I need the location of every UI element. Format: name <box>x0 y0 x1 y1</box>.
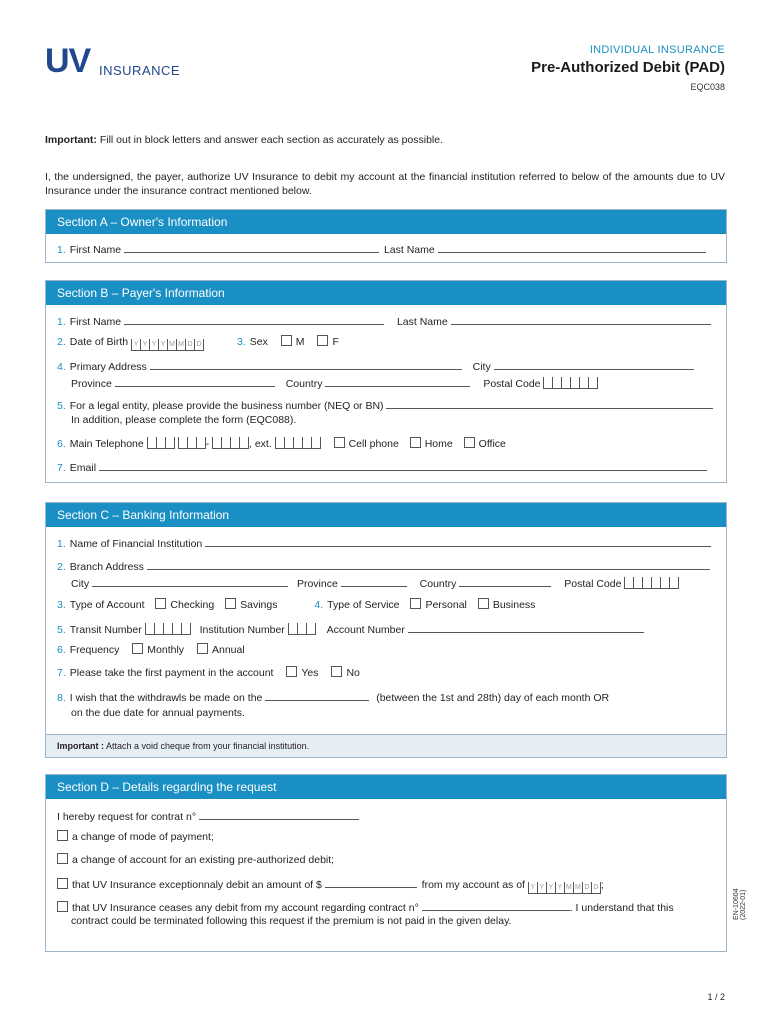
checking-checkbox[interactable] <box>155 598 166 609</box>
section-b: Section B – Payer's Information 1. First Name Last Name 2. Date of Birth Y Y Y Y M M D D 3. Sex M F 4. Primary Address City Province Country Postal Code 5. For a legal entity, please provide the business number (NEQ or BN) In addition, please complete the form (EQC088). 6. Main Telephone - , ext. Cell phone Home Office 7. Email <box>45 280 727 483</box>
branch-postal-code-field[interactable] <box>624 577 679 589</box>
form-code: EQC038 <box>690 82 725 92</box>
cease-contract-number-field[interactable] <box>422 899 570 911</box>
payer-last-name-field[interactable] <box>451 313 711 325</box>
withdrawal-note: on the due date for annual payments. <box>71 707 245 719</box>
section-a <box>45 209 727 263</box>
payer-address-field[interactable] <box>150 358 462 370</box>
personal-checkbox[interactable] <box>410 598 421 609</box>
exceptional-debit-checkbox[interactable] <box>57 878 68 889</box>
payer-email-field[interactable] <box>99 459 707 471</box>
authorization-text: I, the undersigned, the payer, authorize UV Insurance to debit my account at the financial institution referred to below of the amounts due to UV Insurance under the insurance contract mentioned below. <box>45 171 725 197</box>
institution-number-field[interactable] <box>288 623 316 635</box>
debit-amount-field[interactable] <box>325 876 417 888</box>
document-side-code: EN-10604 (2022-01) <box>733 888 747 920</box>
payer-first-name-field[interactable] <box>124 313 384 325</box>
first-payment-no-checkbox[interactable] <box>331 666 342 677</box>
first-payment-yes-checkbox[interactable] <box>286 666 297 677</box>
owner-first-name-field[interactable] <box>124 241 379 253</box>
section-d: Section D – Details regarding the request I hereby request for contrat n° a change of mode of payment; a change of account for an existing pre-authorized debit; that UV Insurance exceptionnaly debit an amount of $ from my account as of Y Y Y Y M M D D ; that UV Insurance ceases any debit from my account regarding contract n° . I understand that this contract could be terminated following this request if the premium is not paid in the given delay. <box>45 774 727 952</box>
cell-phone-checkbox[interactable] <box>334 437 345 448</box>
telephone-area-field[interactable] <box>147 437 175 449</box>
telephone-prefix-field[interactable] <box>178 437 206 449</box>
payer-postal-code-field[interactable] <box>543 377 598 389</box>
section-c-title: Section C – Banking Information <box>46 503 726 527</box>
branch-city-field[interactable] <box>92 575 288 587</box>
savings-checkbox[interactable] <box>225 598 236 609</box>
section-b-title: Section B – Payer's Information <box>46 281 726 305</box>
termination-note: contract could be terminated following this request if the premium is not paid in the given delay. <box>71 915 512 927</box>
form-category: INDIVIDUAL INSURANCE <box>589 44 725 56</box>
office-checkbox[interactable] <box>464 437 475 448</box>
payer-city-field[interactable] <box>494 358 694 370</box>
account-number-field[interactable] <box>408 621 644 633</box>
uv-insurance-logo <box>45 44 185 80</box>
important-note: Important: Fill out in block letters and answer each section as accurately as possible. <box>45 134 444 146</box>
business-number-field[interactable] <box>386 397 713 409</box>
withdrawal-day-field[interactable] <box>265 689 369 701</box>
page-number: 1 / 2 <box>707 992 725 1002</box>
section-c: Section C – Banking Information 1. Name of Financial Institution 2. Branch Address City Province Country Postal Code 3. Type of Account Checking Savings 4. Type of Service Personal Business 5. Transit Number Institution Number Account Number 6. Frequency Monthly Annual 7. Please take the first payment in the account Yes No 8. I wish that the withdrawls be made on the (between the 1st and 28th) day of each month OR on the due date for annual payments. Important : Attach a void cheque from your financial institution. <box>45 502 727 758</box>
cease-debit-checkbox[interactable] <box>57 901 68 912</box>
change-account-checkbox[interactable] <box>57 853 68 864</box>
branch-province-field[interactable] <box>341 575 407 587</box>
annual-checkbox[interactable] <box>197 643 208 654</box>
home-checkbox[interactable] <box>410 437 421 448</box>
legal-entity-note: In addition, please complete the form (EQC088). <box>71 414 297 426</box>
contract-number-field[interactable] <box>199 808 359 820</box>
branch-country-field[interactable] <box>459 575 551 587</box>
telephone-ext-field[interactable] <box>275 437 321 449</box>
telephone-line-field[interactable] <box>212 437 249 449</box>
owner-name-row: 1. First Name Last Name <box>57 241 706 255</box>
payer-dob-field[interactable]: Y Y Y Y M M D D <box>131 339 204 351</box>
form-title: Pre-Authorized Debit (PAD) <box>531 59 725 76</box>
monthly-checkbox[interactable] <box>132 643 143 654</box>
payer-province-field[interactable] <box>115 375 275 387</box>
institution-name-field[interactable] <box>205 535 711 547</box>
logo-mark: UV <box>45 42 91 80</box>
owner-last-name-field[interactable] <box>438 241 706 253</box>
payer-country-field[interactable] <box>325 375 470 387</box>
section-d-title: Section D – Details regarding the request <box>46 775 726 799</box>
sex-f-checkbox[interactable] <box>317 335 328 346</box>
sex-m-checkbox[interactable] <box>281 335 292 346</box>
void-cheque-note: Important : Attach a void cheque from your financial institution. <box>46 734 726 757</box>
change-mode-checkbox[interactable] <box>57 830 68 841</box>
business-checkbox[interactable] <box>478 598 489 609</box>
branch-address-field[interactable] <box>147 558 710 570</box>
transit-number-field[interactable] <box>145 623 191 635</box>
debit-date-field[interactable]: Y Y Y Y M M D D <box>528 882 601 894</box>
logo-text: INSURANCE <box>99 63 181 78</box>
section-a-title: Section A – Owner's Information <box>46 210 726 234</box>
